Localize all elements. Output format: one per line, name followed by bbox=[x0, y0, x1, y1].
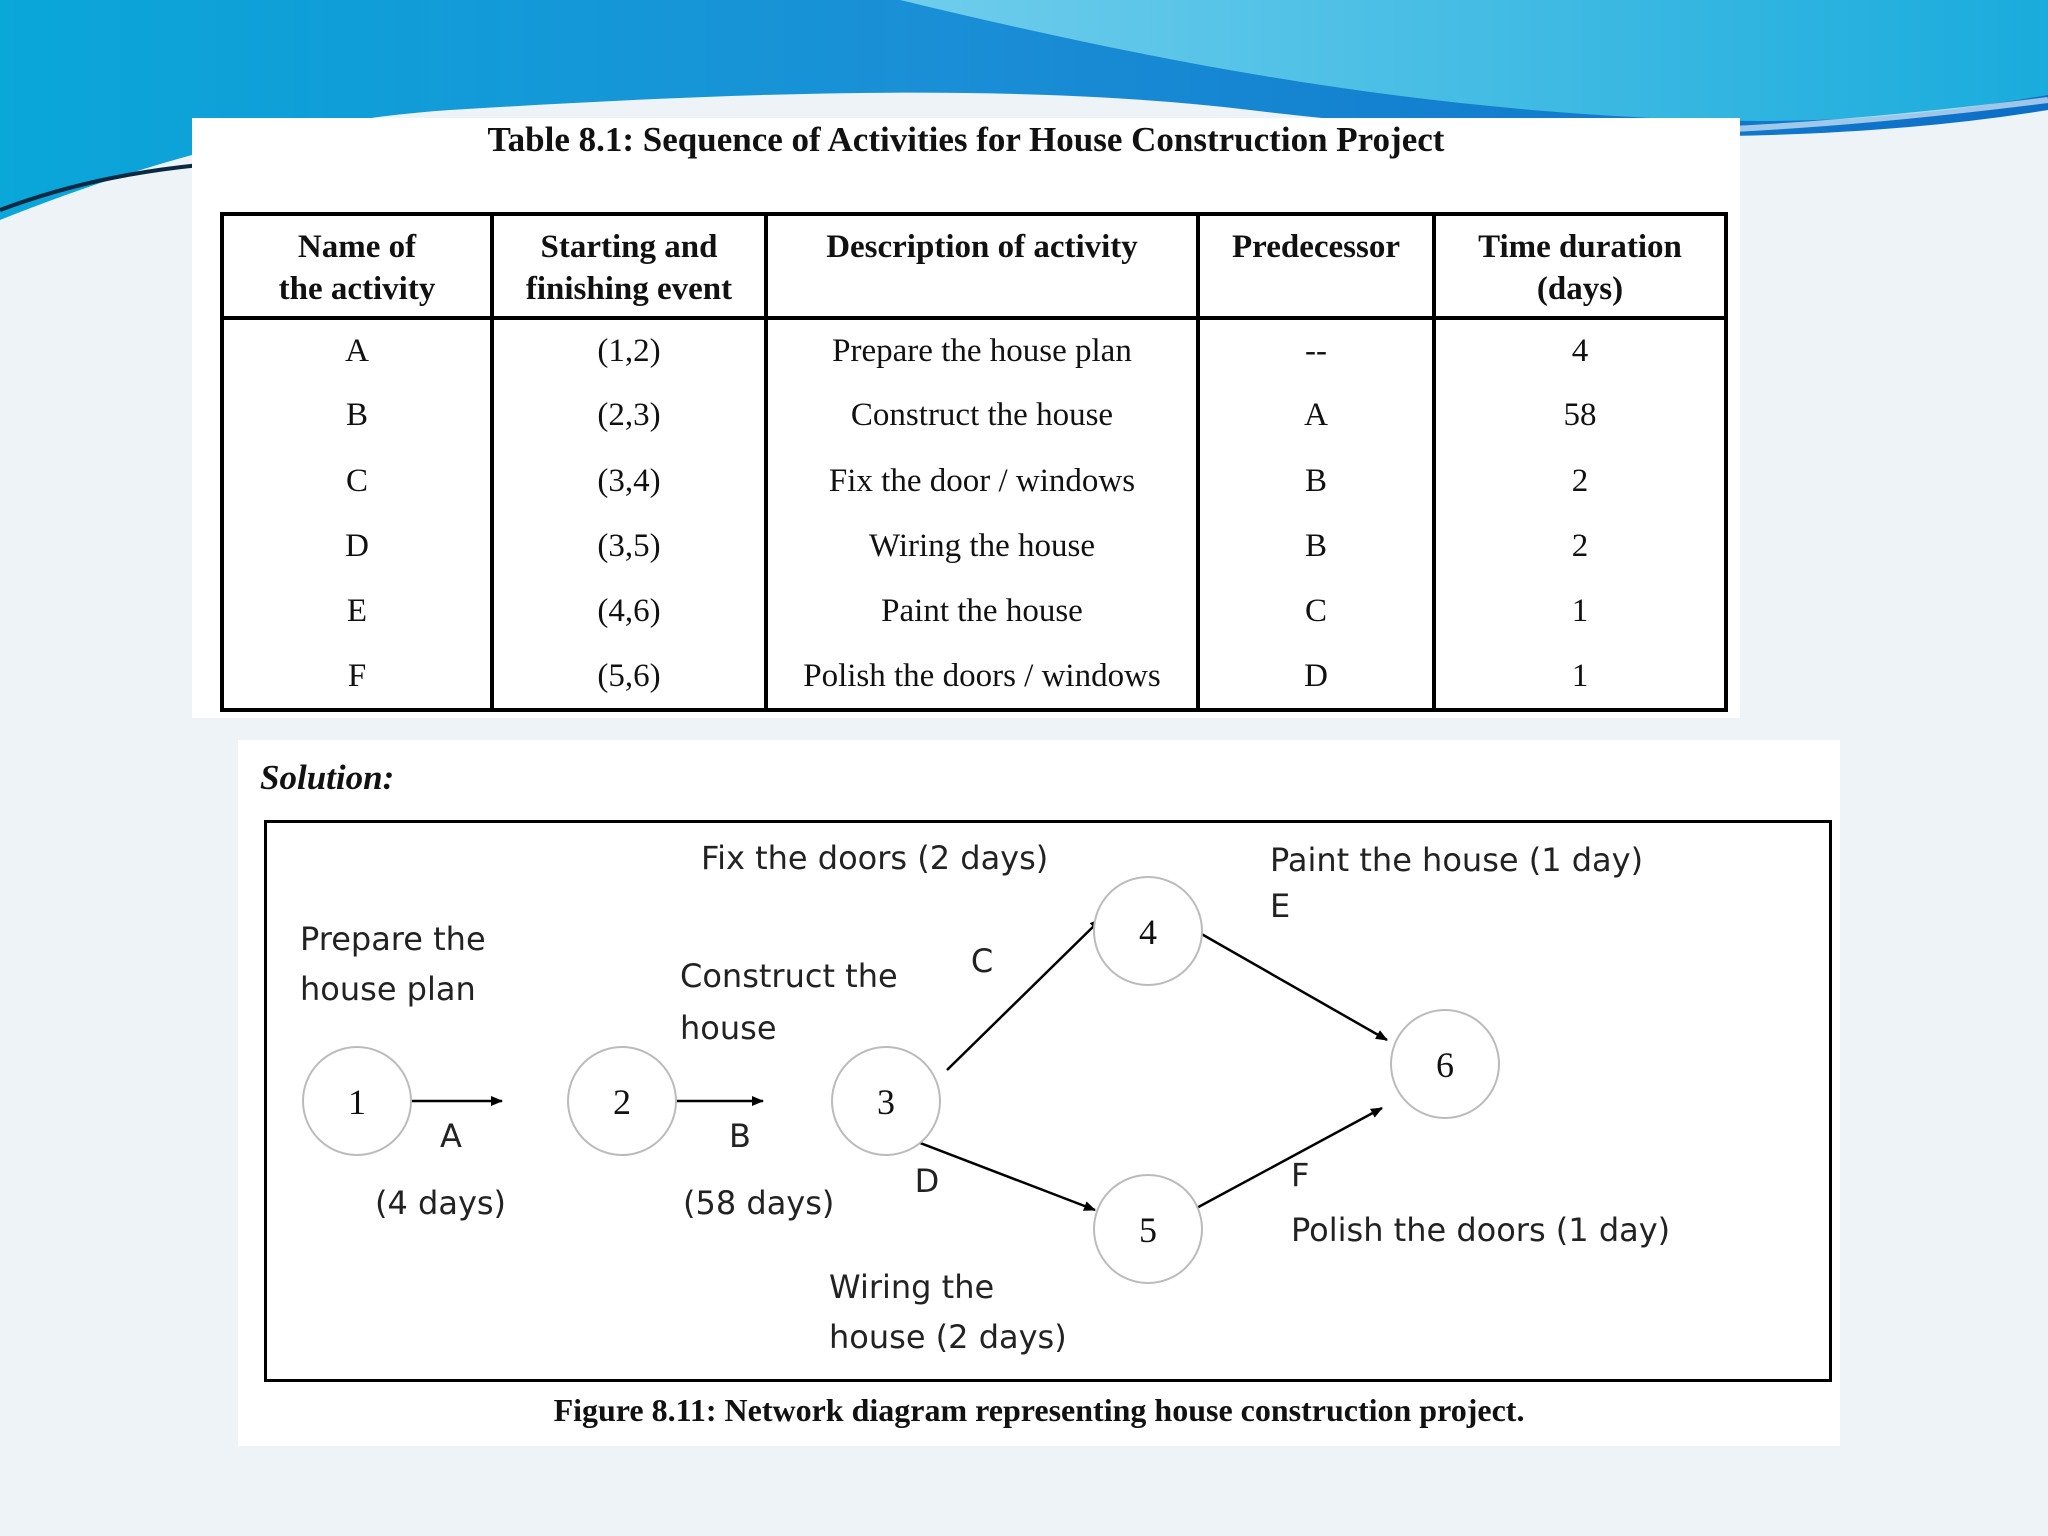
cell-activity: B bbox=[222, 383, 492, 448]
header-text: Description of activity bbox=[826, 229, 1138, 265]
cell-description: Prepare the house plan bbox=[766, 318, 1198, 383]
header-events bbox=[492, 214, 766, 318]
cell-activity: F bbox=[222, 645, 492, 710]
network-diagram-svg bbox=[267, 823, 1829, 1379]
cell-description: Polish the doors / windows bbox=[766, 645, 1198, 710]
header-text: Time duration bbox=[1478, 229, 1682, 265]
table-row bbox=[222, 645, 1726, 710]
label-construct-1: Construct the bbox=[680, 957, 898, 995]
cell-events: (4,6) bbox=[492, 579, 766, 644]
header-text: finishing event bbox=[525, 271, 733, 307]
cell-predecessor: C bbox=[1198, 579, 1434, 644]
node-1 bbox=[303, 1047, 411, 1155]
edge-f bbox=[1191, 1108, 1382, 1211]
label-activity-b: B bbox=[729, 1117, 751, 1155]
node-label: 1 bbox=[348, 1082, 366, 1122]
node-3 bbox=[832, 1047, 940, 1155]
cell-duration: 58 bbox=[1434, 383, 1726, 448]
cell-predecessor: B bbox=[1198, 514, 1434, 579]
label-paint: Paint the house (1 day) bbox=[1270, 841, 1644, 879]
cell-description: Fix the door / windows bbox=[766, 449, 1198, 514]
node-label: 5 bbox=[1139, 1210, 1157, 1250]
edge-d bbox=[915, 1141, 1095, 1210]
cell-description: Paint the house bbox=[766, 579, 1198, 644]
solution-panel bbox=[238, 740, 1840, 1446]
node-label: 3 bbox=[877, 1082, 895, 1122]
label-days-b: (58 days) bbox=[683, 1184, 835, 1222]
label-activity-a: A bbox=[440, 1117, 462, 1155]
label-activity-c: C bbox=[970, 942, 994, 980]
header-text: Predecessor bbox=[1232, 229, 1400, 265]
node-6 bbox=[1391, 1010, 1499, 1118]
cell-predecessor: D bbox=[1198, 645, 1434, 710]
cell-description: Wiring the house bbox=[766, 514, 1198, 579]
header-duration bbox=[1434, 214, 1726, 318]
cell-duration: 2 bbox=[1434, 514, 1726, 579]
label-days-a: (4 days) bbox=[375, 1184, 507, 1222]
cell-predecessor: B bbox=[1198, 449, 1434, 514]
label-activity-e: E bbox=[1270, 887, 1291, 925]
label-construct-2: house bbox=[680, 1009, 777, 1047]
cell-duration: 2 bbox=[1434, 449, 1726, 514]
node-label: 6 bbox=[1436, 1045, 1454, 1085]
node-2 bbox=[568, 1047, 676, 1155]
activity-table bbox=[220, 212, 1728, 712]
label-prepare-2: house plan bbox=[300, 970, 476, 1008]
cell-predecessor: A bbox=[1198, 383, 1434, 448]
table-row bbox=[222, 579, 1726, 644]
cell-events: (2,3) bbox=[492, 383, 766, 448]
cell-duration: 1 bbox=[1434, 645, 1726, 710]
cell-activity: E bbox=[222, 579, 492, 644]
cell-events: (5,6) bbox=[492, 645, 766, 710]
node-label: 2 bbox=[613, 1082, 631, 1122]
label-prepare-1: Prepare the bbox=[300, 920, 486, 958]
node-5 bbox=[1094, 1175, 1202, 1283]
label-activity-d: D bbox=[914, 1162, 940, 1200]
edge-e bbox=[1191, 928, 1387, 1040]
cell-predecessor: -- bbox=[1198, 318, 1434, 383]
table-header-row bbox=[222, 214, 1726, 318]
cell-duration: 1 bbox=[1434, 579, 1726, 644]
cell-description: Construct the house bbox=[766, 383, 1198, 448]
header-predecessor bbox=[1198, 214, 1434, 318]
cell-events: (3,4) bbox=[492, 449, 766, 514]
label-activity-f: F bbox=[1291, 1156, 1310, 1194]
cell-events: (1,2) bbox=[492, 318, 766, 383]
label-polish: Polish the doors (1 day) bbox=[1291, 1211, 1671, 1249]
table-row bbox=[222, 383, 1726, 448]
node-4 bbox=[1094, 877, 1202, 985]
label-fix-doors: Fix the doors (2 days) bbox=[701, 839, 1049, 877]
header-text: Name of bbox=[297, 229, 417, 265]
header-activity-name bbox=[222, 214, 492, 318]
figure-caption: Figure 8.11: Network diagram representing house construction project. bbox=[553, 1392, 1525, 1428]
cell-events: (3,5) bbox=[492, 514, 766, 579]
label-wiring-2: house (2 days) bbox=[829, 1318, 1067, 1356]
cell-activity: A bbox=[222, 318, 492, 383]
solution-label: Solution: bbox=[260, 758, 395, 797]
label-wiring-1: Wiring the bbox=[829, 1268, 995, 1306]
table-row bbox=[222, 449, 1726, 514]
header-text: (days) bbox=[1536, 271, 1624, 307]
cell-activity: D bbox=[222, 514, 492, 579]
header-text: the activity bbox=[278, 271, 436, 307]
table-panel bbox=[192, 118, 1740, 718]
cell-duration: 4 bbox=[1434, 318, 1726, 383]
node-label: 4 bbox=[1139, 912, 1157, 952]
table-row bbox=[222, 318, 1726, 383]
header-text: Starting and bbox=[540, 229, 718, 265]
table-caption: Table 8.1: Sequence of Activities for House Construction Project bbox=[487, 120, 1445, 159]
header-description bbox=[766, 214, 1198, 318]
network-diagram bbox=[264, 820, 1832, 1382]
table-row bbox=[222, 514, 1726, 579]
cell-activity: C bbox=[222, 449, 492, 514]
